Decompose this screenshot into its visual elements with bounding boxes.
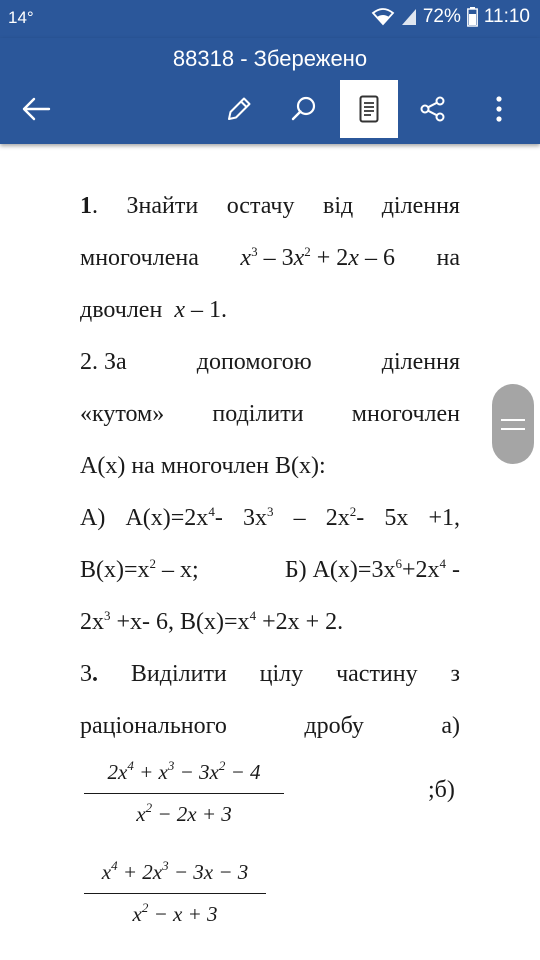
back-button[interactable] xyxy=(12,80,60,138)
problem-3-line-1: 3. Виділити цілу частину з xyxy=(80,661,460,687)
polynomial-expression: $x^3 - 3x^2 + 2x - 6$ xyxy=(240,244,395,271)
binomial-expression: x – 1 xyxy=(174,297,221,323)
reading-view-icon xyxy=(359,95,379,123)
share-icon xyxy=(419,95,447,123)
problem-2-part-b-cont: $2x^3 +x-$ 6, $B(x)=x^4 +2x + 2$. xyxy=(80,608,344,635)
problem-2-line-1: 2. За допомогою ділення xyxy=(80,349,460,375)
problem-1-line-2: многочлена $x^3 - 3x^2 + 2x - 6$ на xyxy=(80,232,460,284)
fraction-a xyxy=(84,760,284,832)
battery-percent: 72% xyxy=(422,6,461,27)
share-button[interactable] xyxy=(408,80,458,138)
fraction-a-denominator: $x^2 - 2x + 3$ xyxy=(136,800,232,826)
clock: 11:10 xyxy=(483,6,530,27)
problem-1-line-1: 1. Знайти остачу від ділення xyxy=(80,193,460,219)
problem-2-line-3: A(x) на многочлен B(x): xyxy=(80,453,326,479)
search-button[interactable] xyxy=(279,80,329,138)
scroll-handle-grip xyxy=(501,428,525,430)
fraction-b xyxy=(84,860,266,932)
problem-2-part-b: $B(x)=x^2 - x$; Б) $A(x)=3x^6+2x^4$ - xyxy=(80,556,460,583)
wifi-icon xyxy=(371,8,395,26)
part-b-label: ;б) xyxy=(428,777,455,803)
edit-button[interactable] xyxy=(214,80,264,138)
back-arrow-icon xyxy=(21,97,51,121)
app-bar xyxy=(0,38,540,144)
fraction-b-bar xyxy=(84,893,266,894)
more-options-button[interactable] xyxy=(474,80,524,138)
temperature: 14° xyxy=(8,8,34,27)
problem-2-number: 2. xyxy=(80,349,98,375)
battery-icon xyxy=(467,7,478,27)
fraction-b-denominator: $x^2 - x + 3$ xyxy=(132,900,218,926)
document-body xyxy=(80,180,460,752)
problem-3-number: 3 xyxy=(80,661,92,687)
reading-view-button[interactable] xyxy=(340,80,398,138)
problem-2-line-2: «кутом» поділити многочлен xyxy=(80,401,460,427)
fraction-b-numerator: $x^4 + 2x^3 - 3x - 3$ xyxy=(101,858,249,884)
status-bar xyxy=(0,0,540,38)
scroll-handle-grip xyxy=(501,419,525,421)
problem-3-line-2: раціонального дробу а) xyxy=(80,713,460,739)
document-title: 88318 - Збережено xyxy=(172,46,368,71)
pencil-icon xyxy=(225,95,253,123)
problem-2-part-a: A) $A(x)=2x^4-$ $3x^3$ – $2x^2-$ 5x +1, xyxy=(80,504,460,531)
status-icons xyxy=(371,6,530,28)
more-vert-icon xyxy=(494,95,504,123)
fraction-a-numerator: $2x^4 + x^3 - 3x^2 - 4$ xyxy=(107,758,261,784)
problem-1-line-3: двочлен x – 1. xyxy=(80,297,227,323)
search-icon xyxy=(290,95,318,123)
signal-icon xyxy=(401,8,417,26)
fraction-a-bar xyxy=(84,793,284,794)
problem-1-number: 1 xyxy=(80,193,92,219)
scroll-handle[interactable] xyxy=(492,384,534,464)
